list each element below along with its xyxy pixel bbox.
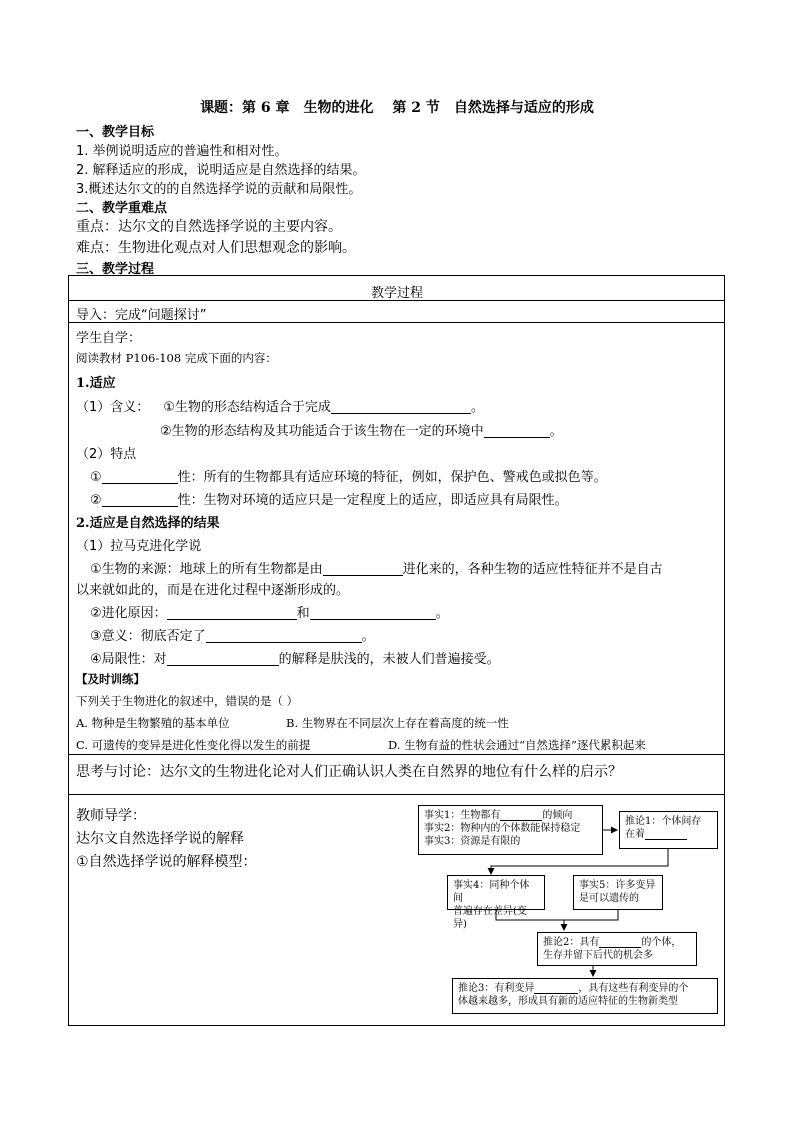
difficult-point: 难点：生物进化观点对人们思想观念的影响。 xyxy=(76,240,356,256)
objective-item: 3.概述达尔文的的自然选择学说的贡献和局限性。 xyxy=(76,182,362,197)
lamarck-label: （1）拉马克进化学说 xyxy=(76,539,202,554)
option-d: D. 生物有益的性状会通过“自然选择”逐代累积起来 xyxy=(388,738,646,752)
practice-label: 【及时训练】 xyxy=(76,672,145,686)
feature-2: 性：生物对环境的适应只是一定程度上的适应，即适应具有局限性。 xyxy=(177,493,568,508)
inference-1-box: 推论1：个体间存 在着 xyxy=(619,811,718,849)
adapt-heading: 1.适应 xyxy=(76,376,116,391)
lamarck-origin-cont: 以来就如此的，而是在进化过程中逐渐形成的。 xyxy=(76,583,350,598)
section-heading-objectives: 一、教学目标 xyxy=(76,125,155,140)
fact-5-box: 事实5：许多变异 是可以遗传的 xyxy=(573,875,663,910)
teacher-guide-label: 教师导学： xyxy=(76,808,146,824)
feature-label: （2）特点 xyxy=(76,447,137,462)
feature-1: 性：所有的生物都具有适应环境的特征，例如，保护色、警戒色或拟色等。 xyxy=(177,470,607,485)
darwin-title: 达尔文自然选择学说的解释 xyxy=(76,831,244,847)
meaning-1: ①生物的形态结构适合于完成 xyxy=(163,400,331,415)
blank xyxy=(500,810,542,821)
blank xyxy=(534,983,578,994)
option-a: A. 物种是生物繁殖的基本单位 xyxy=(76,716,230,730)
blank xyxy=(599,937,641,948)
practice-question: 下列关于生物进化的叙述中，错误的是（ ） xyxy=(76,694,299,708)
page-title: 课题：第 6 章 生物的进化 第 2 节 自然选择与适应的形成 xyxy=(200,100,594,116)
section-heading-key-points: 二、教学重难点 xyxy=(76,201,168,216)
model-label: ①自然选择学说的解释模型： xyxy=(76,854,257,870)
lamarck-cause: ②进化原因： xyxy=(90,606,167,621)
inference-3-box: 推论3：有利变异 ，具有这些有利变异的个 体越来越多，形成具有新的适应特征的生物新类型 xyxy=(452,978,718,1014)
lamarck-limitation: ④局限性：对 xyxy=(90,652,167,667)
discussion-question: 思考与讨论：达尔文的生物进化论对人们正确认识人类在自然界的地位有什么样的启示？ xyxy=(76,764,622,780)
meaning-label: （1）含义： xyxy=(76,400,150,415)
lamarck-origin: ①生物的来源：地球上的所有生物都是由 xyxy=(90,562,323,577)
meaning-2: ②生物的形态结构及其功能适合于该生物在一定的环境中 xyxy=(160,424,484,439)
table-header: 教学过程 xyxy=(370,286,423,301)
objective-item: 1. 举例说明适应的普遍性和相对性。 xyxy=(76,144,288,159)
facts-1-3-box: 事实1：生物都有 的倾向 事实2：物种内的个体数能保持稳定 事实3：资源是有限的 xyxy=(418,805,603,855)
reading-instruction: 阅读教材 P106-108 完成下面的内容： xyxy=(76,351,277,365)
option-b: B. 生物界在不同层次上存在着高度的统一性 xyxy=(286,716,509,730)
lamarck-significance: ③意义：彻底否定了 xyxy=(90,629,206,644)
objective-item: 2. 解释适应的形成，说明适应是自然选择的结果。 xyxy=(76,163,366,178)
self-study-label: 学生自学： xyxy=(76,331,142,346)
option-c: C. 可遗传的变异是进化性变化得以发生的前提 xyxy=(76,738,311,752)
inference-2-box: 推论2：具有 的个体， 生存并留下后代的机会多 xyxy=(537,932,697,966)
key-point: 重点：达尔文的自然选择学说的主要内容。 xyxy=(76,219,342,235)
section-heading-process: 三、教学过程 xyxy=(76,262,155,277)
blank xyxy=(645,829,687,840)
selection-heading: 2.适应是自然选择的结果 xyxy=(76,516,220,531)
intro-text: 导入：完成“问题探讨” xyxy=(76,308,207,323)
fact-4-box: 事实4：同种个体间 普遍存在差异(变异) xyxy=(447,875,545,910)
